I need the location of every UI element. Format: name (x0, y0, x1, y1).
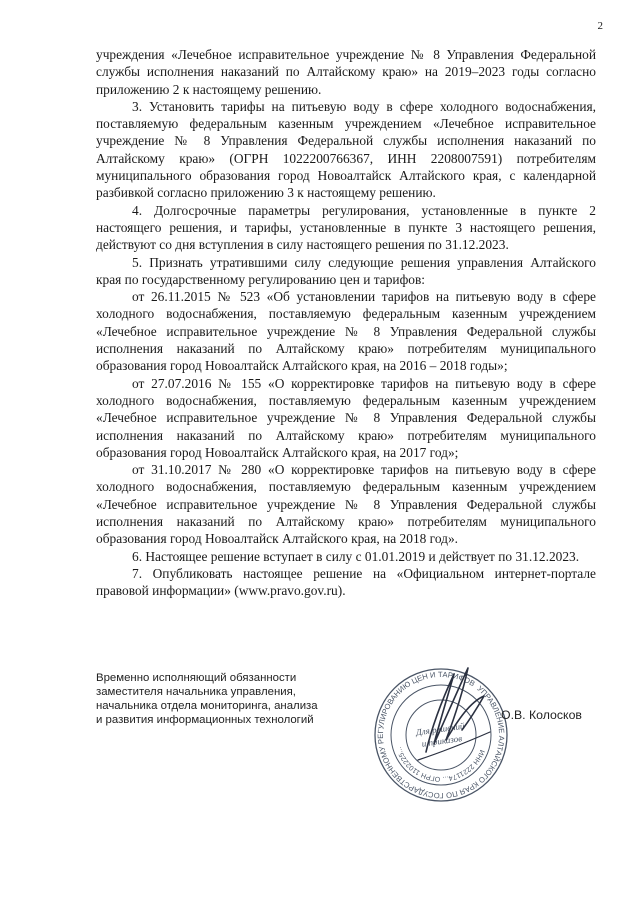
signatory-name: О.В. Колосков (501, 708, 582, 722)
position-line: заместителя начальника управления, (96, 686, 296, 698)
position-line: Временно исполняющий обязанности (96, 672, 297, 684)
stamp-center-line: и приказов (421, 733, 463, 749)
paragraph-item-4: 4. Долгосрочные параметры регулирования, установленные в пункте 2 настоящего решения, и тарифы, установленные в пункте 3 настоящего решения, действуют со дня вступления в силу настоящего решения по 31.12.2023. (96, 202, 596, 253)
official-stamp (372, 666, 510, 804)
paragraph-decision-155: от 27.07.2016 № 155 «О корректировке тарифов на питьевую воду в сфере холодного водоснабжения, поставляемую федеральным казенным учреждением «Лечебное исправительное учреждение № 8 Управления Федеральной службы исполнения наказаний по Алтайскому краю» потребителям муниципального образования город Новоалтайск Алтайского края, на 2017 год»; (96, 375, 596, 460)
stamp-outer-text: УПРАВЛЕНИЕ АЛТАЙСКОГО КРАЯ ПО ГОСУДАРСТВЕННОМУ РЕГУЛИРОВАНИЮ ЦЕН И ТАРИФОВ (375, 669, 507, 801)
paragraph-continuation: учреждения «Лечебное исправительное учреждение № 8 Управления Федеральной службы исполнения наказаний по Алтайскому краю» на 2019–2023 годы согласно приложению 2 к настоящему решению. (96, 47, 596, 97)
paragraph-item-6: 6. Настоящее решение вступает в силу с 01.01.2019 и действует по 31.12.2023. (132, 548, 580, 564)
stamp-inner-text: ИНН 2221174... ОГРН 1102225... (395, 746, 486, 783)
paragraph-item-7: 7. Опубликовать настоящее решение на «Официальном интернет-портале правовой информации» (www.pravo.gov.ru). (96, 565, 596, 599)
page-number: 2 (597, 20, 603, 32)
paragraph-item-3: 3. Установить тарифы на питьевую воду в сфере холодного водоснабжения, поставляемую федеральным казенным учреждением «Лечебное исправительное учреждение № 8 Управления Федеральной службы исполнения наказаний по Алтайскому краю» (ОГРН 1022200766367, ИНН 2208007591) потребителям муниципального образования город Новоалтайск Алтайского края, с календарной разбивкой согласно приложению 3 к настоящему решению. (96, 98, 596, 201)
position-line: начальника отдела мониторинга, анализа (96, 700, 318, 712)
paragraph-item-5: 5. Признать утратившими силу следующие решения управления Алтайского края по государственному регулированию цен и тарифов: (96, 254, 596, 287)
signatory-position (96, 671, 366, 727)
paragraph-decision-280: от 31.10.2017 № 280 «О корректировке тарифов на питьевую воду в сфере холодного водоснабжения, поставляемую федеральным казенным учреждением «Лечебное исправительное учреждение № 8 Управления Федеральной службы исполнения наказаний по Алтайскому краю» потребителям муниципального образования город Новоалтайск Алтайского края, на 2018 год». (96, 462, 596, 547)
stamp-center-line: Для решений (415, 720, 466, 738)
position-line: и развития информационных технологий (96, 714, 314, 726)
paragraph-decision-523: от 26.11.2015 № 523 «Об установлении тарифов на питьевую воду в сфере холодного водоснабжения, поставляемую федеральным казенным учреждением «Лечебное исправительное учреждение № 8 Управления Федеральной службы исполнения наказаний по Алтайскому краю» потребителям муниципального образования город Новоалтайск Алтайского края, на 2016 – 2018 годы»; (96, 289, 596, 374)
document-body (96, 46, 596, 600)
